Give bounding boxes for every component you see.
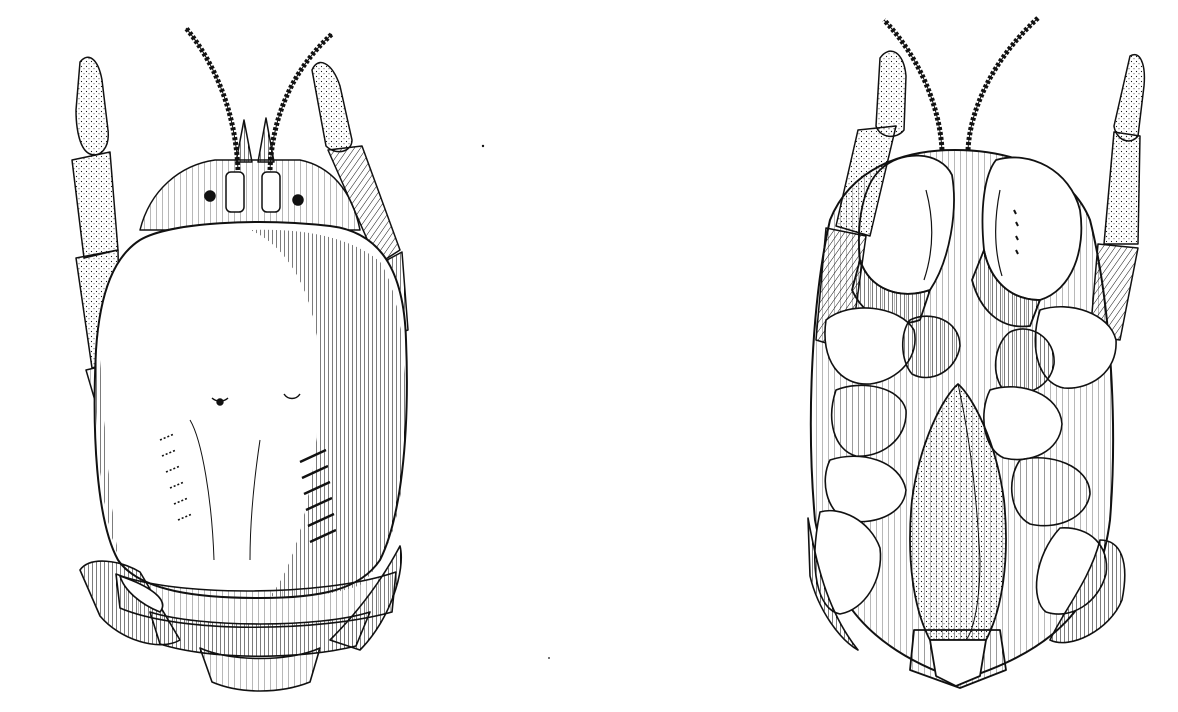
stray-mark — [548, 657, 550, 659]
crab-ventral-view — [808, 18, 1144, 688]
antennae-left — [186, 28, 332, 170]
crab-dorsal-view — [72, 28, 408, 691]
antennae-right — [884, 18, 1038, 150]
stray-mark — [482, 145, 484, 147]
